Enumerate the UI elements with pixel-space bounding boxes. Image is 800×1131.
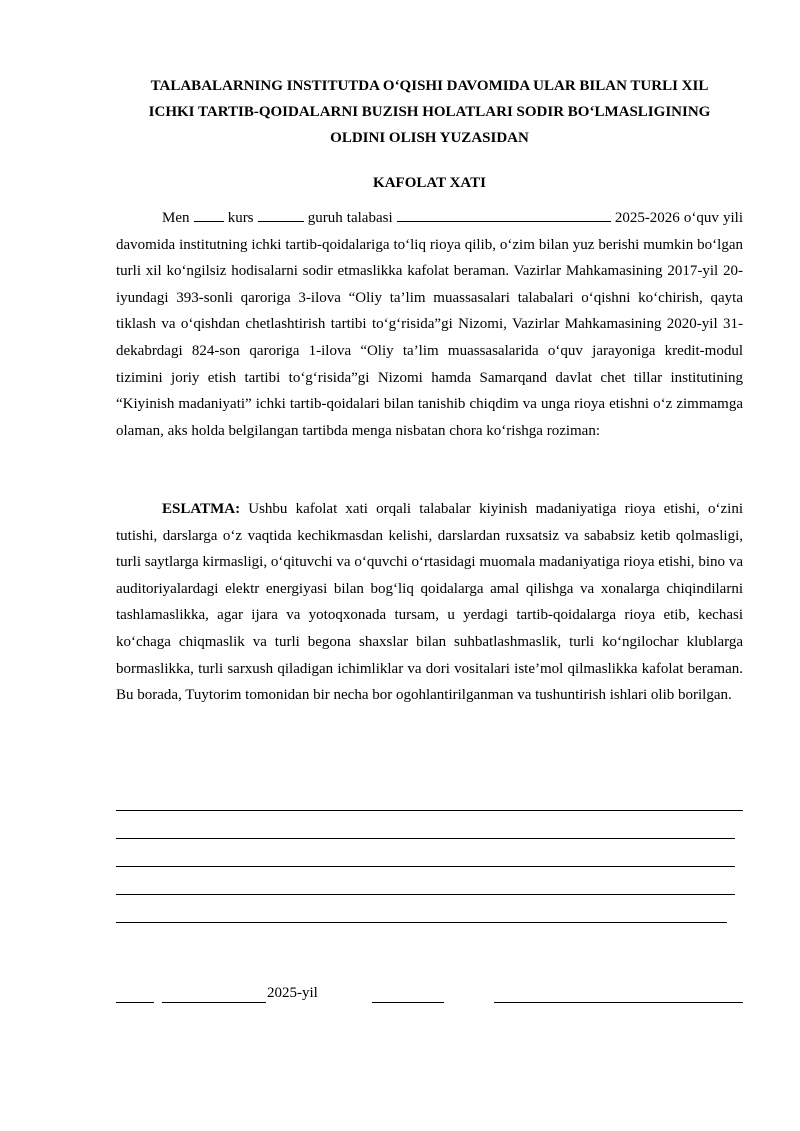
blank-line-3[interactable] bbox=[116, 866, 735, 867]
full-name-blank[interactable] bbox=[494, 1002, 743, 1003]
title-line-3: OLDINI OLISH YUZASIDAN bbox=[330, 130, 529, 146]
blank-line-1[interactable] bbox=[116, 810, 743, 811]
day-blank[interactable] bbox=[116, 1002, 154, 1003]
student-name-blank[interactable] bbox=[397, 220, 611, 222]
document-subtitle: KAFOLAT XATI bbox=[373, 175, 486, 191]
paragraph1-text: 2025-2026 o‘quv yili davomida institutning ichki tartib-qoidalariga to‘liq rioya qilib, o‘zim bilan yuz berishi mumkin bo‘lgan turli xil ko‘ngilsiz hodisalarni sodir etmaslikka kafolat beraman. Vazirlar Mahkamasining 2017-yil 20-iyundagi 393-sonli qaroriga 3-ilova “Oliy ta’lim muassasalari talabalari o‘qishni ko‘chirish, qayta tiklash va o‘qishdan chetlashtirish tartibi to‘g‘risida”gi Nizomi, Vazirlar Mahkamasining 2020-yil 31-dekabrdagi 824-son qaroriga 1-ilova “Oliy ta’lim muassasalarida o‘quv jarayoniga kredit-modul tizimini joriy etish tartibi to‘g‘risida”gi Nizomi hamda Samarqand davlat chet tillar institutining “Kiyinish madaniyati” ichki tartib-qoidalari bilan tanishib chiqdim va unga rioya etishni o‘z zimmamga olaman, aks holda belgilangan tartibda menga nisbatan chora ko‘rishga roziman: bbox=[116, 210, 743, 439]
text-kurs: kurs bbox=[227, 210, 254, 226]
document-title bbox=[116, 73, 743, 151]
text-guruh-talabasi: guruh talabasi bbox=[307, 210, 393, 226]
note-text: Ushbu kafolat xati orqali talabalar kiyinish madaniyatiga rioya etishi, o‘zini tutishi, darslarga o‘z vaqtida kechikmasdan kelishi, darslardan ruxsatsiz va sababsiz ketib qolmasligi, turli saytlarga kirmasligi, o‘qituvchi va o‘quvchi o‘rtasidagi muomala madaniyatiga rioya etishi, bino va auditoriyalardagi elektr energiyasi bilan bog‘liq qoidalarga amal qilishga va xonalarga chiqindilarni tashlamaslikka, agar ijara va yotoqxonada tursam, u yerdagi tartib-qoidalarga rioya etib, kechasi ko‘chaga chiqmaslik va turli begona shaxslar bilan suhbatlashmaslik, turli ko‘ngilochar klublarga bormaslikka, turli sarxush qiladigan ichimliklar va dori vositalari iste’mol qilmaslikka kafolat beraman. Bu borada, Tuytorim tomonidan bir necha bor ogohlantirilganman va tushuntirish ishlari olib borilgan. bbox=[116, 501, 744, 704]
year-text: 2025-yil bbox=[267, 985, 318, 1001]
blank-line-4[interactable] bbox=[116, 894, 735, 895]
note-label: ESLATMA: bbox=[162, 501, 241, 517]
title-line-2: ICHKI TARTIB-QOIDALARNI BUZISH HOLATLARI SODIR BO‘LMASLIGINING bbox=[148, 104, 711, 120]
course-blank[interactable] bbox=[194, 220, 224, 222]
blank-line-5[interactable] bbox=[116, 922, 727, 923]
month-blank[interactable] bbox=[162, 1002, 266, 1003]
signature-blank[interactable] bbox=[372, 1002, 444, 1003]
note-paragraph bbox=[116, 496, 743, 709]
guarantee-paragraph bbox=[116, 205, 743, 444]
title-line-1: TALABALARNING INSTITUTDA O‘QISHI DAVOMIDA ULAR BILAN TURLI XIL bbox=[150, 78, 709, 94]
group-blank[interactable] bbox=[258, 220, 304, 222]
text-men: Men bbox=[162, 210, 190, 226]
blank-line-2[interactable] bbox=[116, 838, 735, 839]
footer-row bbox=[116, 983, 743, 1005]
